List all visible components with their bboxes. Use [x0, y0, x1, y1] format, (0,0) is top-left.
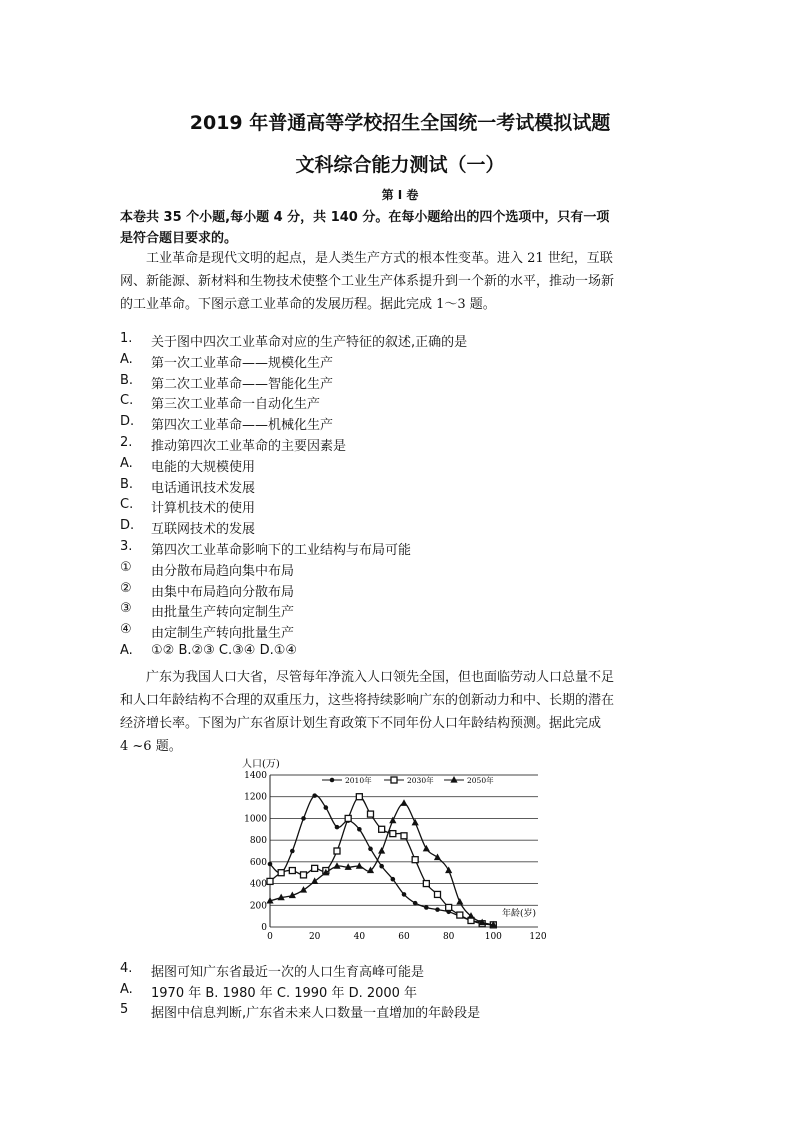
question-row: [120, 961, 680, 979]
question-row: [120, 622, 680, 640]
question-row: [120, 456, 680, 474]
question-label: ④: [120, 622, 132, 638]
instruction-line-1: 本卷共 35 个小题,每小题 4 分，共 140 分。在每小题给出的四个选项中，只有一项: [120, 210, 610, 225]
y-tick-label: 600: [249, 857, 267, 868]
data-point: [312, 865, 318, 871]
question-text: 第二次工业革命——智能化生产: [151, 376, 334, 392]
question-label: B.: [120, 476, 134, 492]
data-point: [402, 892, 407, 897]
data-point: [434, 854, 441, 861]
data-point: [435, 891, 441, 897]
question-label: A.: [120, 351, 133, 367]
data-point: [412, 819, 419, 826]
question-label: ②: [120, 580, 132, 596]
x-tick-label: 40: [353, 932, 366, 942]
data-point: [334, 848, 340, 854]
data-point: [435, 907, 440, 912]
x-tick-label: 80: [442, 932, 455, 942]
section-heading: 第 I 卷: [381, 188, 419, 202]
data-point: [457, 912, 463, 918]
chart-series: [266, 793, 497, 928]
data-point: [390, 831, 396, 837]
question-text: 第三次工业革命一自动化生产: [151, 397, 321, 413]
y-tick-label: 1200: [244, 792, 267, 803]
question-text: 计算机技术的使用: [151, 501, 256, 517]
data-point: [412, 857, 418, 863]
data-point: [356, 862, 363, 869]
page-title: 2019 年普通高等学校招生全国统一考试模拟试题: [189, 112, 611, 134]
data-point: [312, 793, 317, 798]
page-subtitle: 文科综合能力测试（一）: [295, 154, 505, 176]
data-point: [368, 811, 374, 817]
data-point: [423, 845, 430, 852]
population-chart: [240, 755, 550, 945]
y-axis-label: 人口(万): [242, 759, 280, 770]
data-point: [356, 794, 362, 800]
question-text: ①② B.②③ C.③④ D.①④: [151, 643, 298, 658]
passage1-line-2: 网、新能源、新材料和生物技术使整个工业生产体系提升到一个新的水平，推动一场新: [120, 274, 615, 289]
question-label: C.: [120, 393, 134, 409]
data-point: [335, 825, 340, 830]
y-tick-label: 200: [249, 901, 267, 912]
data-point: [456, 898, 463, 905]
x-tick-label: 0: [267, 932, 273, 942]
legend-label: 2030年: [407, 776, 434, 785]
x-tick-label: 60: [398, 932, 410, 942]
question-row: [120, 581, 680, 599]
question-label: A.: [120, 981, 133, 997]
y-tick-label: 800: [249, 836, 267, 847]
passage1-line-1: 工业革命是现代文明的起点，是人类生产方式的根本性变革。进入 21 世纪，互联: [146, 251, 613, 266]
question-label: 4.: [120, 961, 133, 976]
question-row: [120, 414, 680, 432]
question-text: 第一次工业革命——规模化生产: [151, 355, 334, 371]
question-text: 由批量生产转向定制生产: [151, 605, 295, 621]
question-label: 3.: [120, 539, 133, 554]
y-tick-label: 0: [261, 923, 267, 933]
question-label: 2.: [120, 435, 133, 450]
question-row: [120, 601, 680, 619]
data-point: [301, 872, 307, 878]
question-row: [120, 393, 680, 411]
data-point: [368, 847, 373, 852]
data-point: [401, 833, 407, 839]
question-label: A.: [120, 643, 133, 658]
question-row: [120, 1002, 680, 1020]
data-point: [290, 849, 295, 854]
passage2-line-4: 4 ~6 题。: [120, 739, 182, 754]
question-text: 第四次工业革命——机械化生产: [151, 418, 334, 434]
question-label: C.: [120, 497, 134, 513]
data-point: [324, 805, 329, 810]
data-point: [357, 827, 362, 832]
legend-label: 2010年: [345, 776, 372, 785]
legend-label: 2050年: [467, 776, 494, 785]
question-label: 1.: [120, 331, 133, 346]
question-text: 1970 年 B. 1980 年 C. 1990 年 D. 2000 年: [151, 985, 418, 1001]
question-label: ①: [120, 559, 132, 575]
data-point: [400, 799, 407, 806]
data-point: [413, 901, 418, 906]
question-text: 据图可知广东省最近一次的人口生育高峰可能是: [151, 965, 425, 980]
chart-grid: [270, 775, 538, 927]
question-text: 推动第四次工业革命的主要因素是: [151, 439, 347, 454]
question-label: 5: [120, 1002, 129, 1017]
question-text: 据图中信息判断,广东省未来人口数量一直增加的年龄段是: [151, 1006, 481, 1021]
question-label: D.: [120, 518, 135, 534]
question-row: [120, 373, 680, 391]
data-point: [300, 886, 307, 893]
data-point: [289, 868, 295, 874]
question-label: A.: [120, 455, 133, 471]
question-text: 互联网技术的发展: [151, 522, 256, 538]
x-tick-label: 100: [484, 932, 502, 942]
question-row: [120, 643, 680, 661]
question-text: 由集中布局趋向分散布局: [151, 584, 295, 600]
x-tick-label: 20: [308, 932, 321, 942]
data-point: [391, 877, 396, 882]
data-point: [301, 816, 306, 821]
data-point: [278, 870, 284, 876]
question-row: [120, 518, 680, 536]
question-text: 电话通讯技术发展: [151, 480, 256, 496]
passage2-line-3: 经济增长率。下图为广东省原计划生育政策下不同年份人口年龄结构预测。据此完成: [120, 716, 602, 731]
instruction-line-2: 是符合题目要求的。: [120, 231, 238, 246]
data-point: [379, 826, 385, 832]
question-row: [120, 435, 680, 453]
legend-marker: [330, 778, 335, 783]
data-point: [378, 847, 385, 854]
question-text: 关于图中四次工业革命对应的生产特征的叙述,正确的是: [151, 335, 468, 350]
question-row: [120, 560, 680, 578]
data-point: [423, 881, 429, 887]
y-tick-label: 1400: [244, 771, 267, 781]
data-point: [267, 878, 273, 884]
passage2-line-1: 广东为我国人口大省，尽管每年净流入人口领先全国，但也面临劳动人口总量不足: [146, 670, 615, 685]
data-point: [268, 862, 273, 867]
passage2-line-2: 和人口年龄结构不合理的双重压力，这些将持续影响广东的创新动力和中、长期的潜在: [120, 693, 615, 708]
data-point: [379, 864, 384, 869]
x-axis-label: 年龄(岁): [502, 909, 537, 919]
question-row: [120, 331, 680, 349]
y-tick-label: 1000: [244, 814, 267, 825]
question-text: 第四次工业革命影响下的工业结构与布局可能: [151, 543, 412, 558]
data-point: [446, 904, 452, 910]
data-point: [424, 905, 429, 910]
question-text: 电能的大规模使用: [151, 459, 256, 475]
question-label: ③: [120, 601, 132, 617]
chart-legend: [322, 775, 494, 785]
question-row: [120, 477, 680, 495]
question-row: [120, 352, 680, 370]
data-point: [311, 877, 318, 884]
question-label: D.: [120, 414, 135, 430]
question-row: [120, 982, 680, 1000]
question-text: 由分散布局趋向集中布局: [151, 563, 295, 579]
question-row: [120, 497, 680, 515]
passage1-line-3: 的工业革命。下图示意工业革命的发展历程。据此完成 1～3 题。: [120, 297, 496, 312]
legend-marker: [450, 776, 457, 783]
question-label: B.: [120, 372, 134, 388]
legend-marker: [391, 777, 397, 783]
y-tick-label: 400: [249, 879, 267, 890]
data-point: [389, 817, 396, 824]
question-text: 由定制生产转向批量生产: [151, 626, 295, 642]
question-row: [120, 539, 680, 557]
x-tick-label: 120: [529, 932, 547, 942]
data-point: [345, 815, 351, 821]
